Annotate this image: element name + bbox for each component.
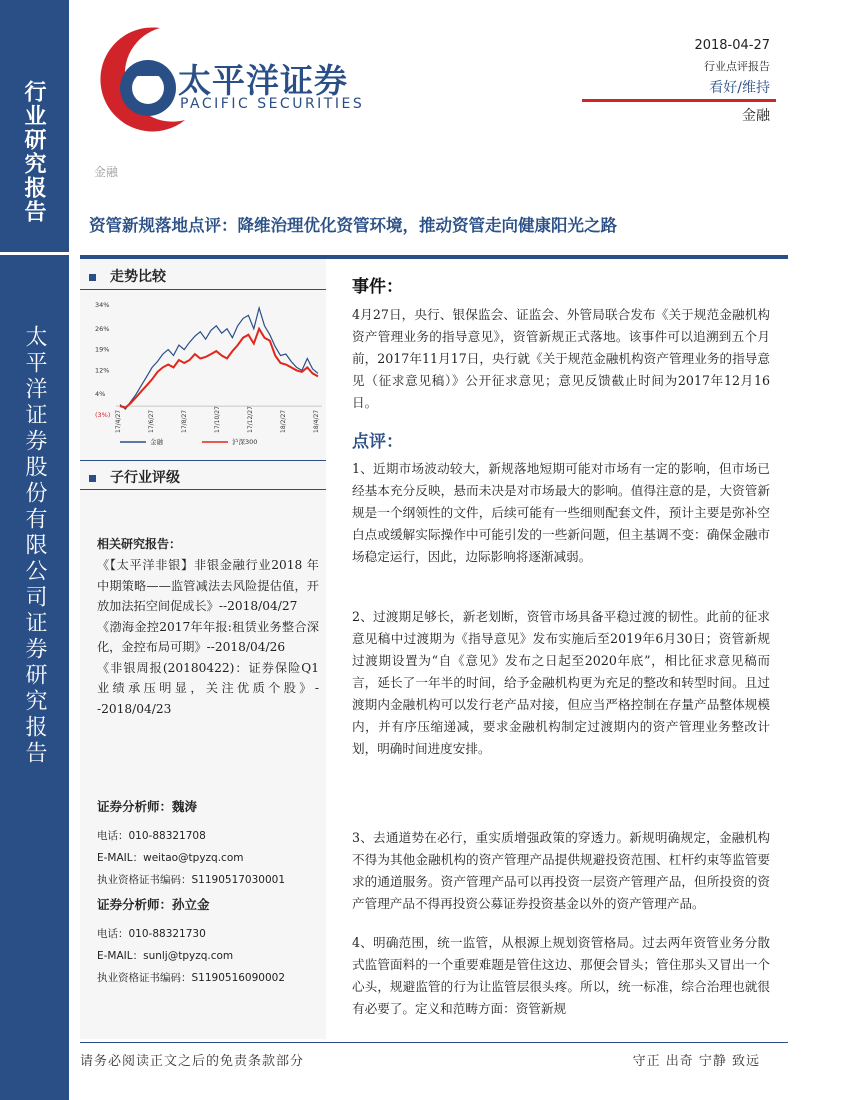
sub-rating-heading-label: 子行业评级 [110, 470, 180, 486]
y-tick-label: 12% [95, 366, 110, 375]
x-tick-label: 17/6/27 [148, 409, 155, 433]
y-tick-label: 26% [95, 324, 110, 333]
analyst-name: 证券分析师：魏涛 [97, 799, 198, 814]
comment-paragraph-2: 2、过渡期足够长，新老划断，资管市场具备平稳过渡的韧性。此前的征求意见稿中过渡期为《指导意见》发布实施后至2019年6月30日；资管新规过渡期设置为“自《意见》发布之日起至2020年底”，相比征求意见稿而言，延长了一年半的时间，给予金融机构更为充足的整改和转型时间。且过渡期内金融机构可以发行老产品对接，但应当严格控制在存量产品整体规模内，并有序压缩递减，要求金融机构制定过渡期内的资产管理业务整改计划，明确时间进度安排。 [352, 609, 770, 756]
page-title: 资管新规落地点评：降维治理优化资管环境，推动资管走向健康阳光之路 [89, 216, 617, 235]
x-tick-label: 18/4/27 [313, 409, 320, 433]
event-text: 4月27日，央行、银保监会、证监会、外管局联合发布《关于规范金融机构资产管理业务的指导意见》，资管新规正式落地。该事件可以追溯到五个月前，2017年11月17日，央行就《关于规范金融机构资产管理业务的指导意见（征求意见稿）》公开征求意见；意见反馈截止时间为2017年12月16日。 [352, 307, 770, 410]
report-type: 行业点评报告 [704, 60, 770, 73]
square-bullet-icon [89, 274, 96, 281]
analyst-phone: 电话：010-88321708 [97, 830, 206, 842]
comment-paragraph-1: 1、近期市场波动较大，新规落地短期可能对市场有一定的影响，但市场已经基本充分反映，悬而未决是对市场最大的影响。值得注意的是，大资管新规是一个纲领性的文件，后续可能有一些细则配套文件，预计主要是弥补空白点或缓解实际操作中可能引发的一些新问题，但主基调不变：确保金融市场稳定运行，因此，边际影响将逐渐减弱。 [352, 461, 770, 564]
analyst-name: 证券分析师：孙立金 [97, 897, 210, 912]
comment-paragraph-4: 4、明确范围，统一监管，从根源上规划资管格局。过去两年资管业务分散式监管面料的一个重要难题是管住这边、那便会冒头；管住那头又冒出一个心头，规避监管的行为让监管层很头疼。所以，统一标准，综合治理也就很有必要了。定义和范畴方面：资管新规 [352, 935, 770, 1016]
footer-divider [80, 1042, 788, 1043]
analyst-cert: 执业资格证书编码：S1190517030001 [97, 874, 286, 886]
event-heading: 事件： [352, 277, 403, 297]
rating: 看好/维持 [709, 80, 770, 96]
related-reports-list [97, 555, 319, 719]
analyst-card [97, 797, 322, 891]
trend-heading-label: 走势比较 [110, 269, 166, 285]
analyst-phone: 电话：010-88321730 [97, 928, 206, 940]
sidebar [0, 0, 69, 1100]
sidebar-top-box [0, 0, 69, 255]
legend-label: 沪深300 [232, 438, 258, 446]
sector-label: 金融 [742, 108, 770, 124]
series-line-csi300 [120, 329, 318, 408]
sidebar-top-label: 行业研究报告 [21, 80, 47, 224]
related-report-item[interactable]: 《渤海金控2017年年报:租赁业务整合深化，金控布局可期》--2018/04/26 [97, 619, 319, 654]
analyst-card [97, 895, 322, 989]
x-tick-label: 18/2/27 [280, 409, 287, 433]
comment-heading: 点评： [352, 432, 403, 452]
sub-rating-divider [80, 489, 326, 490]
x-tick-label: 17/10/27 [214, 406, 221, 433]
x-tick-label: 17/8/27 [181, 409, 188, 433]
brand-name-cn: 太平洋证券 [178, 61, 348, 100]
x-tick-label: 17/12/27 [247, 406, 254, 433]
y-tick-label: (3%) [95, 411, 111, 419]
report-date: 2018-04-27 [694, 38, 770, 53]
related-reports-heading: 相关研究报告： [97, 537, 182, 551]
square-bullet-icon [89, 475, 96, 482]
analyst-email[interactable]: E-MAIL：sunlj@tpyzq.com [97, 950, 234, 962]
analyst-email[interactable]: E-MAIL：weitao@tpyzq.com [97, 852, 244, 864]
brand-name-en: PACIFIC SECURITIES [180, 96, 365, 112]
footer-motto: 守正 出奇 宁静 致远 [632, 1054, 760, 1069]
sidebar-bottom-label: 太平洋证券股份有限公司证券研究报告 [22, 325, 47, 767]
analyst-cert: 执业资格证书编码：S1190516090002 [97, 972, 286, 984]
y-tick-label: 34% [95, 301, 110, 309]
sub-rating-top-divider [80, 460, 326, 461]
trend-divider [80, 289, 326, 290]
trend-chart [90, 295, 326, 450]
sub-rating-heading [89, 467, 180, 487]
series-line-finance [120, 308, 318, 409]
y-tick-label: 4% [95, 390, 106, 399]
legend-label: 金融 [150, 438, 163, 446]
related-report-item[interactable]: 《非银周报(20180422)：证券保险Q1业绩承压明显，关注优质个股》--2018/04/23 [97, 660, 319, 716]
trend-heading [89, 266, 166, 286]
related-report-item[interactable]: 《【太平洋非银】非银金融行业2018 年中期策略——监管减法去风险提估值，开放加法拓空间促成长》--2018/04/27 [97, 558, 319, 613]
x-tick-label: 17/4/27 [115, 409, 122, 433]
footer-disclaimer: 请务必阅读正文之后的免责条款部分 [80, 1054, 305, 1069]
comment-paragraph-3: 3、去通道势在必行，重实质增强政策的穿透力。新规明确规定，金融机构不得为其他金融机构的资产管理产品提供规避投资范围、杠杆约束等监管要求的通道服务。资产管理产品可以再投资一层资产管理产品，但所投资的资产管理产品不得再投资公募证券投资基金以外的资产管理产品。 [352, 830, 770, 911]
sector-tag: 金融 [94, 165, 119, 179]
y-tick-label: 19% [95, 345, 110, 354]
header-divider [582, 99, 776, 102]
